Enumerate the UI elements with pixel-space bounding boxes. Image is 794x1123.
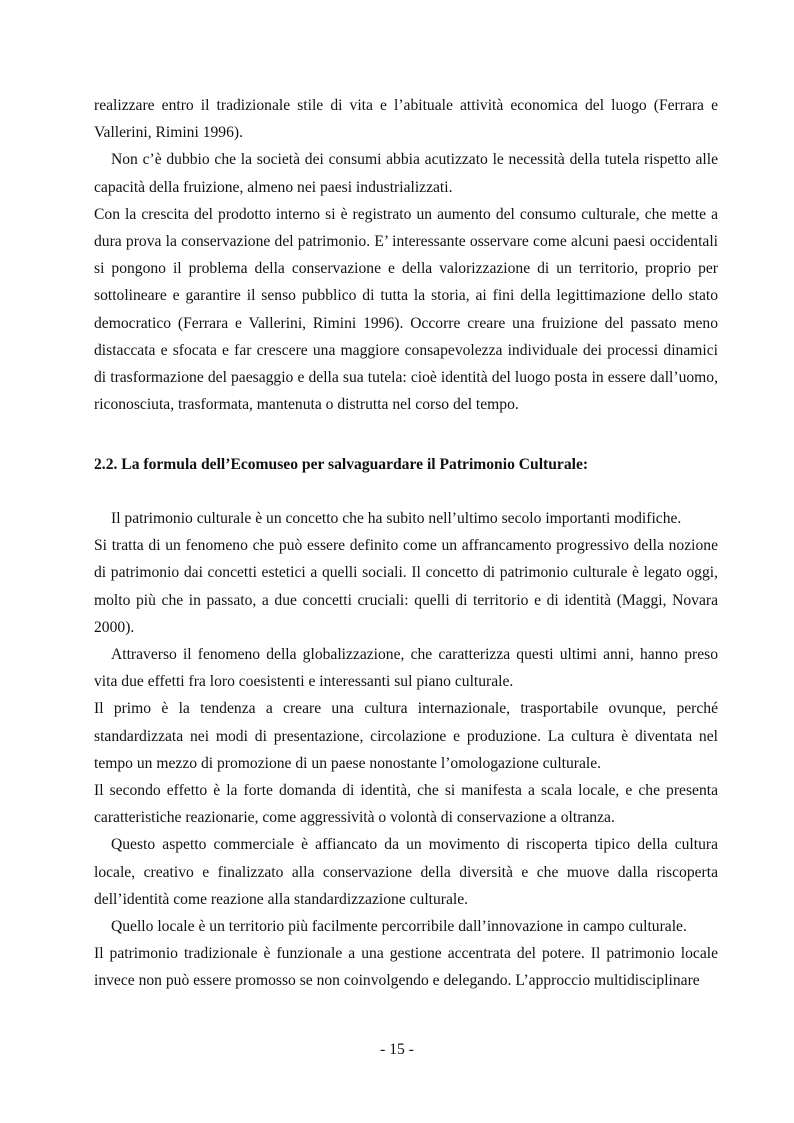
paragraph: Il primo è la tendenza a creare una cultura internazionale, trasportabile ovunque, perché standardizzata nei modi di presentazione, circolazione e produzione. La cultura è diventata nel tempo un mezzo di promozione di un paese nonostante l’omologazione culturale. (94, 700, 718, 772)
paragraph: realizzare entro il tradizionale stile di vita e l’abituale attività economica del luogo (Ferrara e Vallerini, Rimini 1996). (94, 97, 718, 142)
paragraph: Con la crescita del prodotto interno si è registrato un aumento del consumo culturale, che mette a dura prova la conservazione del patrimonio. E’ interessante osservare come alcuni paesi occidentali si pongono il problema della conservazione e della valorizzazione di un territorio, proprio per sottolineare e garantire il senso pubblico di tutta la storia, ai fini della legittimazione dello stato democratico (Ferrara e Vallerini, Rimini 1996). Occorre creare una fruizione del passato meno distaccata e sfocata e far crescere una maggiore consapevolezza individuale dei processi dinamici di trasformazione del paesaggio e della sua tutela: cioè identità del luogo posta in essere dall’uomo, riconosciuta, trasformata, mantenuta o distrutta nel corso del tempo. (94, 205, 718, 414)
paragraph: Si tratta di un fenomeno che può essere definito come un affrancamento progressivo della nozione di patrimonio dai concetti estetici a quelli sociali. Il concetto di patrimonio culturale è legato oggi, molto più che in passato, a due concetti cruciali: quelli di territorio e di identità (Maggi, Novara 2000). (94, 537, 718, 636)
section-heading: 2.2. La formula dell’Ecomuseo per salvaguardare il Patrimonio Culturale: (94, 456, 589, 473)
paragraph: Il patrimonio culturale è un concetto che ha subito nell’ultimo secolo importanti modifiche. (111, 510, 682, 527)
page-number: - 15 - (380, 1041, 414, 1058)
section-text-block (94, 505, 718, 995)
paragraph: Attraverso il fenomeno della globalizzazione, che caratterizza questi ultimi anni, hanno preso vita due effetti fra loro coesistenti e interessanti sul piano culturale. (94, 646, 718, 691)
paragraph: Questo aspetto commerciale è affiancato da un movimento di riscoperta tipico della cultura locale, creativo e finalizzato alla conservazione della diversità e che muove dalla riscoperta dell’identità come reazione alla standardizzazione culturale. (94, 836, 718, 908)
paragraph: Il patrimonio tradizionale è funzionale a una gestione accentrata del potere. Il patrimonio locale invece non può essere promosso se non coinvolgendo e delegando. L’approccio multidisciplinare (94, 945, 718, 990)
paragraph: Quello locale è un territorio più facilmente percorribile dall’innovazione in campo culturale. (111, 918, 687, 936)
intro-text-block (94, 92, 718, 418)
paragraph: Il secondo effetto è la forte domanda di identità, che si manifesta a scala locale, e che presenta caratteristiche reazionarie, come aggressività o volontà di conservazione a oltranza. (94, 782, 718, 827)
paragraph: Non c’è dubbio che la società dei consumi abbia acutizzato le necessità della tutela rispetto alle capacità della fruizione, almeno nei paesi industrializzati. (94, 151, 718, 196)
